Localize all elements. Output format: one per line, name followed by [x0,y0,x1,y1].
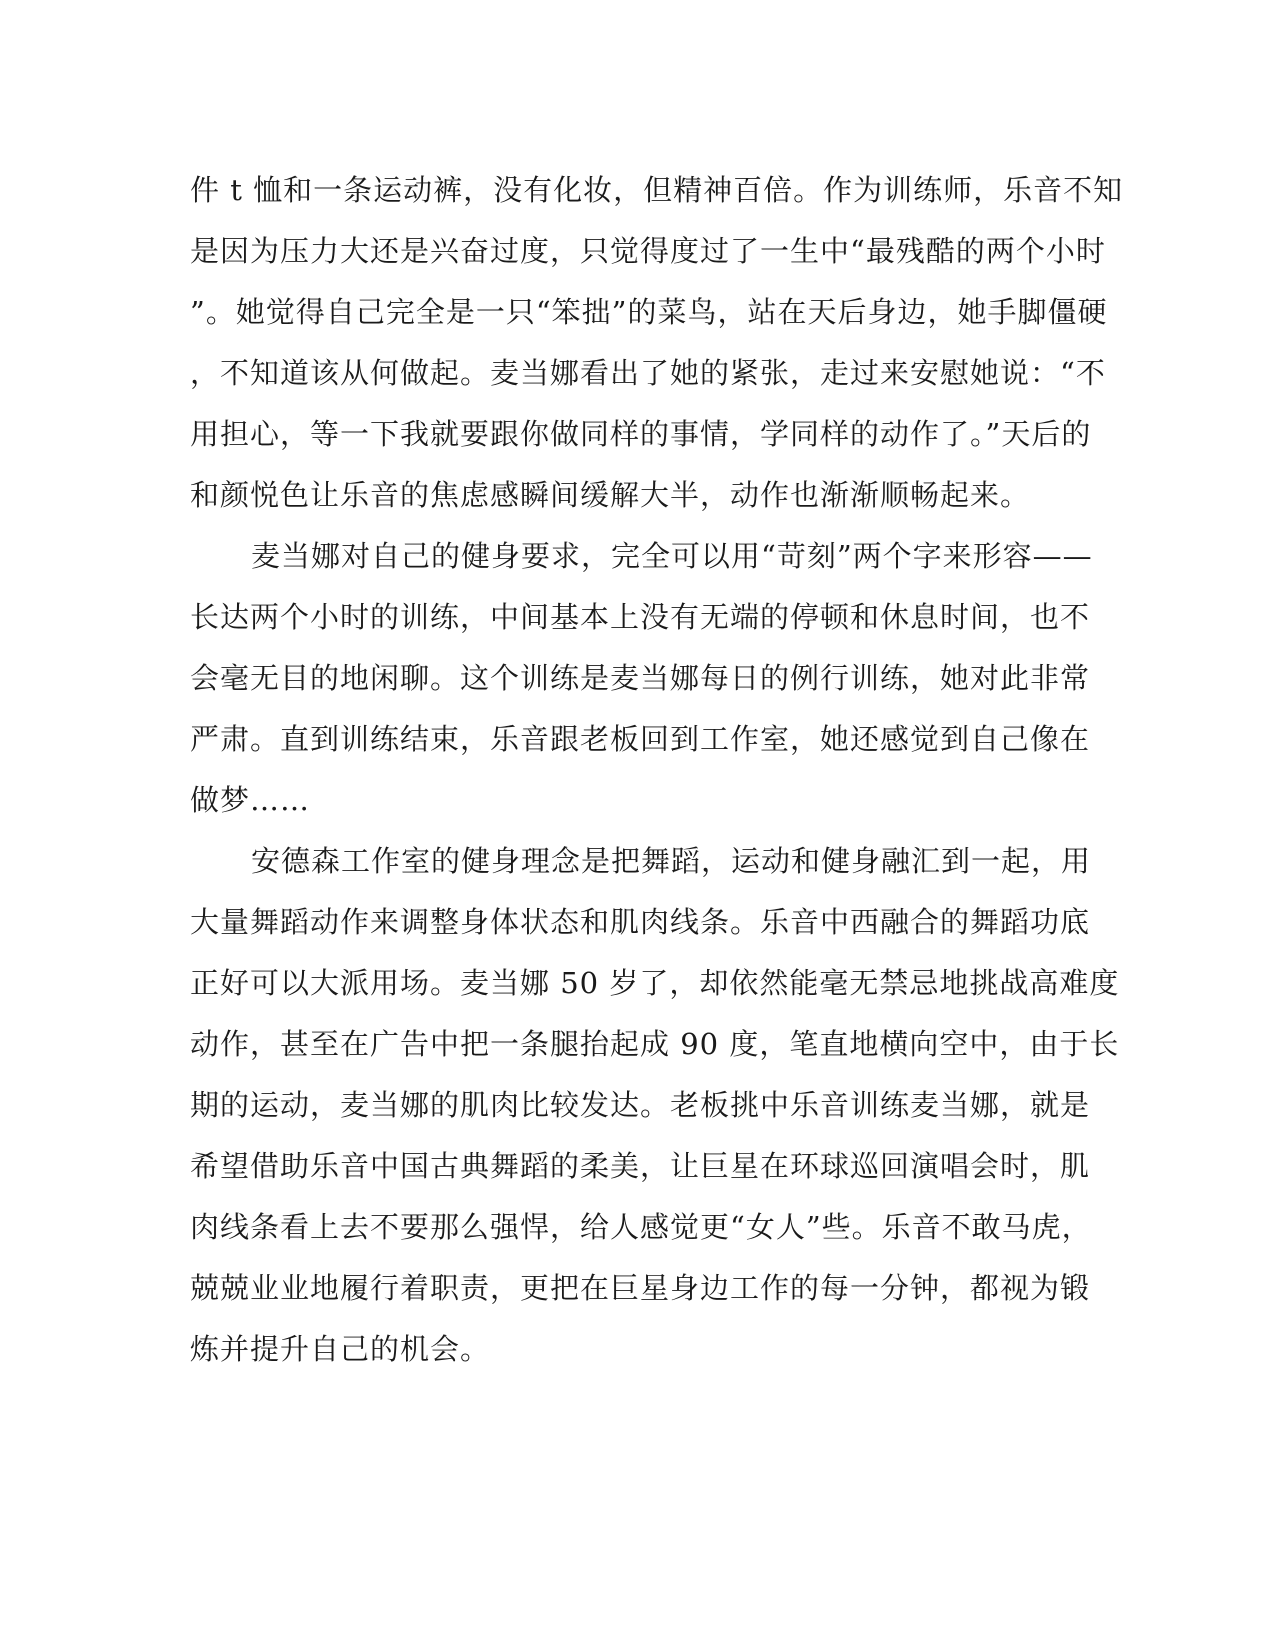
body-text [190,160,1124,1380]
text-line: 炼并提升自己的机会。 [190,1332,491,1366]
text-line: 件 t 恤和一条运动裤，没有化妆，但精神百倍。作为训练师，乐音不知 [190,173,1124,207]
text-line: 做梦…… [190,783,311,817]
text-line: 长达两个小时的训练，中间基本上没有无端的停顿和休息时间，也不 [190,600,1091,634]
text-line: ，不知道该从何做起。麦当娜看出了她的紧张，走过来安慰她说：“不 [190,356,1106,390]
text-line: 会毫无目的地闲聊。这个训练是麦当娜每日的例行训练，她对此非常 [190,661,1091,695]
text-line: 动作，甚至在广告中把一条腿抬起成 90 度，笔直地横向空中，由于长 [190,1027,1120,1061]
text-line: ”。她觉得自己完全是一只“笨拙”的菜鸟，站在天后身边，她手脚僵硬 [190,295,1108,329]
text-line: 是因为压力大还是兴奋过度，只觉得度过了一生中“最残酷的两个小时 [190,234,1106,268]
text-line-indented: 麦当娜对自己的健身要求，完全可以用“苛刻”两个字来形容—— [251,539,1093,573]
text-line: 肉线条看上去不要那么强悍，给人感觉更“女人”些。乐音不敢马虎， [190,1210,1092,1244]
paragraph-2 [190,526,1093,831]
text-line-indented: 安德森工作室的健身理念是把舞蹈，运动和健身融汇到一起，用 [251,844,1092,878]
text-line: 希望借助乐音中国古典舞蹈的柔美，让巨星在环球巡回演唱会时，肌 [190,1149,1091,1183]
text-line: 正好可以大派用场。麦当娜 50 岁了，却依然能毫无禁忌地挑战高难度 [190,966,1120,1000]
text-line: 严肃。直到训练结束，乐音跟老板回到工作室，她还感觉到自己像在 [190,722,1091,756]
text-line: 和颜悦色让乐音的焦虑感瞬间缓解大半，动作也渐渐顺畅起来。 [190,478,1031,512]
text-line: 用担心，等一下我就要跟你做同样的事情，学同样的动作了。”天后的 [190,417,1092,451]
text-line: 期的运动，麦当娜的肌肉比较发达。老板挑中乐音训练麦当娜，就是 [190,1088,1091,1122]
text-line: 大量舞蹈动作来调整身体状态和肌肉线条。乐音中西融合的舞蹈功底 [190,905,1091,939]
paragraph-3 [190,831,1120,1380]
paragraph-1 [190,160,1124,526]
text-line: 兢兢业业地履行着职责，更把在巨星身边工作的每一分钟，都视为锻 [190,1271,1091,1305]
